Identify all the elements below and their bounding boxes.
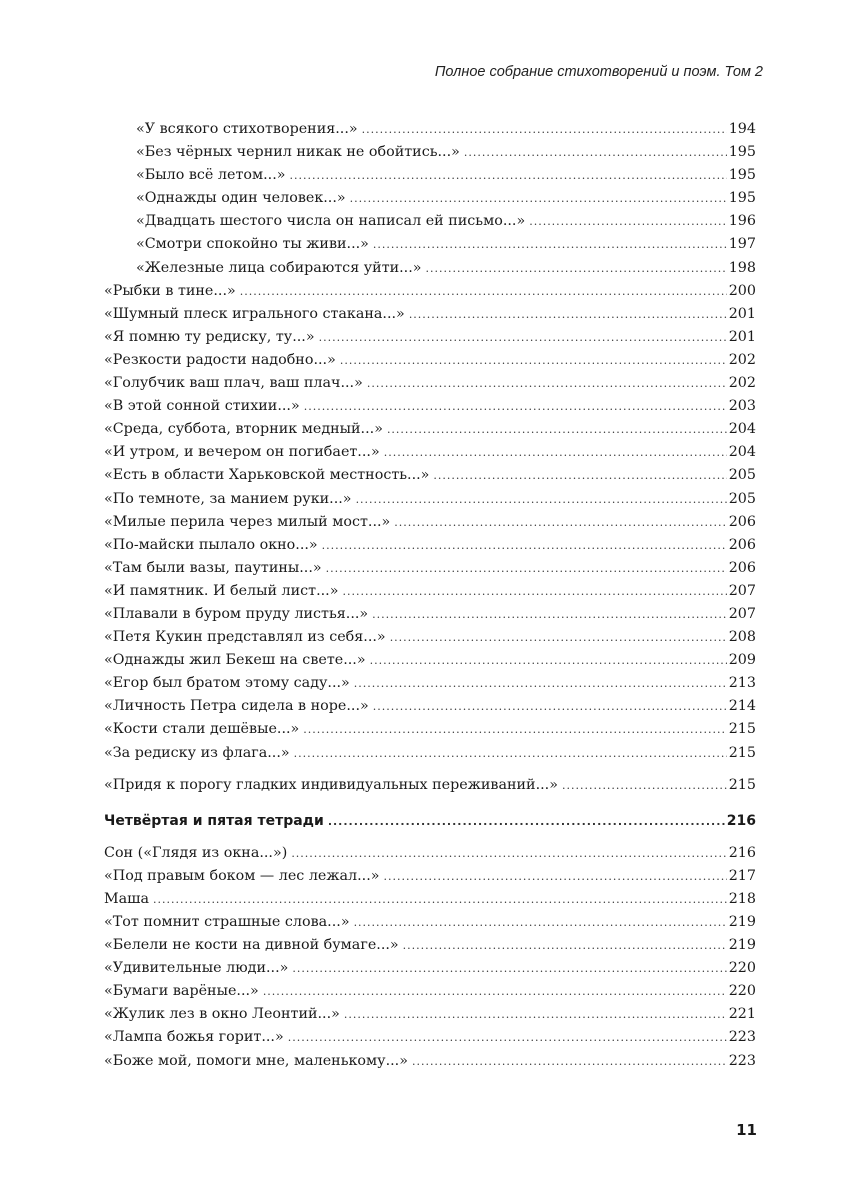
toc-entry-page: 195 [728, 144, 756, 161]
running-header: Полное собрание стихотворений и поэм. Том 2 [434, 64, 763, 80]
dot-leader [403, 934, 727, 957]
toc-entry [104, 1050, 756, 1073]
dot-leader [464, 141, 727, 164]
dot-leader [529, 210, 727, 233]
toc-entry [104, 911, 756, 934]
toc-entry-page: 194 [728, 121, 756, 137]
toc-entry [104, 557, 756, 580]
toc-entry-page: 217 [728, 867, 756, 884]
toc-entry-page: 201 [728, 328, 756, 345]
toc-entry [104, 233, 756, 256]
toc-entry [104, 934, 756, 957]
dot-leader [319, 326, 727, 349]
dot-leader [394, 511, 726, 534]
toc-entry-title: «Егор был братом этому саду...» [104, 675, 350, 692]
dot-leader [153, 888, 727, 911]
toc-entry-title: «По-майски пылало окно...» [104, 536, 318, 553]
toc-entry-title: «Шумный плеск игрального стакана...» [104, 305, 405, 322]
toc-entry-page: 206 [728, 513, 756, 530]
dot-leader [340, 349, 727, 372]
toc-entry [104, 1026, 756, 1049]
toc-entry-page: 195 [728, 167, 756, 184]
toc-entry-title: «Железные лица собираются уйти...» [136, 259, 422, 276]
dot-leader [294, 742, 727, 765]
toc-entry [104, 187, 756, 210]
dot-leader [426, 257, 727, 280]
section-title: Четвёртая и пятая тетради [104, 812, 324, 829]
toc-entry [104, 349, 756, 372]
toc-entry-title: «Я помню ту редиску, ту...» [104, 328, 315, 345]
toc-entry-title: «Бумаги варёные...» [104, 983, 259, 1000]
toc-entry [104, 395, 756, 418]
dot-leader [356, 488, 727, 511]
toc-entry-title: «Было всё летом...» [136, 167, 286, 184]
dot-leader [304, 395, 727, 418]
toc-entry-title: «Удивительные люди...» [104, 960, 289, 977]
dot-leader [384, 865, 727, 888]
toc-entry-page: 223 [728, 1029, 756, 1046]
toc-entry-page: 220 [728, 960, 756, 977]
dot-leader [373, 695, 727, 718]
toc-entry [104, 303, 756, 326]
dot-leader [409, 303, 727, 326]
dot-leader [288, 1026, 727, 1049]
toc-entry-title: «Плавали в буром пруду листья...» [104, 605, 369, 622]
toc-entry-page: 207 [728, 582, 756, 599]
dot-leader [342, 580, 726, 603]
toc-entry-page: 218 [728, 890, 756, 907]
toc-entry [104, 718, 756, 741]
toc-entry-page: 205 [728, 467, 756, 484]
dot-leader [350, 187, 727, 210]
toc-entry [104, 1003, 756, 1026]
dot-leader [354, 911, 727, 934]
toc-entry-title: Сон («Глядя из окна...») [104, 844, 288, 861]
dot-leader [328, 810, 725, 834]
dot-leader [367, 372, 727, 395]
dot-leader [290, 164, 727, 187]
dot-leader [387, 418, 727, 441]
toc-entry-page: 196 [728, 213, 756, 230]
toc-entry-page: 208 [728, 629, 756, 646]
toc-entry-title: «У всякого стихотворения...» [136, 121, 358, 137]
toc-entry [104, 865, 756, 888]
toc-entry-title: «Голубчик ваш плач, ваш плач...» [104, 375, 363, 392]
toc-entry [104, 118, 756, 141]
toc-entry [104, 164, 756, 187]
dot-leader [291, 842, 726, 865]
toc-entry-title: «И утром, и вечером он погибает...» [104, 444, 380, 461]
toc-entry-title: «Под правым боком — лес лежал...» [104, 867, 380, 884]
toc-entry-page: 209 [728, 652, 756, 669]
section-page: 216 [726, 812, 756, 829]
dot-leader [390, 626, 727, 649]
toc-entry [104, 888, 756, 911]
toc-entry-page: 202 [728, 375, 756, 392]
toc-entry-page: 216 [728, 844, 756, 861]
toc-entry-title: «Там были вазы, паутины...» [104, 559, 322, 576]
toc-entry-title: «И памятник. И белый лист...» [104, 582, 339, 599]
toc-entry [104, 280, 756, 303]
dot-leader [362, 118, 727, 141]
dot-leader [412, 1050, 727, 1073]
dot-leader [240, 280, 727, 303]
toc-entry-page: 197 [728, 236, 756, 253]
dot-leader [354, 672, 727, 695]
page-number: 11 [736, 1121, 757, 1139]
toc-entry-page: 215 [728, 721, 756, 738]
toc-entry [104, 141, 756, 164]
toc-entry [104, 957, 756, 980]
toc-entry-page: 203 [728, 398, 756, 415]
toc-section-heading [104, 809, 756, 833]
toc-entry [104, 774, 756, 797]
toc-entry-title: «Однажды один человек...» [136, 190, 346, 207]
dot-leader [370, 649, 727, 672]
toc-entry [104, 695, 756, 718]
dot-leader [384, 441, 727, 464]
dot-leader [263, 980, 727, 1003]
toc-entry-title: «Есть в области Харьковской местность...» [104, 467, 430, 484]
dot-leader [373, 233, 727, 256]
toc-entry-page: 198 [728, 259, 756, 276]
toc-entry-title: «Без чёрных чернил никак не обойтись...» [136, 144, 460, 161]
toc-entry-title: «Жулик лез в окно Леонтий...» [104, 1006, 340, 1023]
toc-entry [104, 464, 756, 487]
toc-entry [104, 580, 756, 603]
toc-entry [104, 210, 756, 233]
toc-entry [104, 441, 756, 464]
toc-entry [104, 257, 756, 280]
dot-leader [433, 464, 726, 487]
toc-entry-page: 200 [728, 282, 756, 299]
toc-entry [104, 742, 756, 765]
toc-entry-title: «За редиску из флага...» [104, 744, 290, 761]
toc-entry-title: «Боже мой, помоги мне, маленькому...» [104, 1052, 408, 1069]
toc-entry-page: 206 [728, 559, 756, 576]
toc-entry [104, 603, 756, 626]
toc-entry-title: «Рыбки в тине...» [104, 282, 236, 299]
toc-entry-title: «Среда, суббота, вторник медный...» [104, 421, 383, 438]
toc-entry-page: 206 [728, 536, 756, 553]
toc-entry [104, 842, 756, 865]
toc-entry [104, 534, 756, 557]
dot-leader [562, 774, 727, 797]
toc-entry-page: 215 [728, 744, 756, 761]
toc-entry-title: «Кости стали дешёвые...» [104, 721, 300, 738]
toc-entry [104, 649, 756, 672]
dot-leader [303, 718, 726, 741]
toc-entry-title: «Тот помнит страшные слова...» [104, 914, 350, 930]
toc-entry-page: 201 [728, 305, 756, 322]
toc-entry [104, 326, 756, 349]
toc-entry-page: 214 [728, 698, 756, 715]
toc-entry [104, 626, 756, 649]
toc-entry-title: «Личность Петра сидела в норе...» [104, 698, 369, 715]
dot-leader [322, 534, 727, 557]
toc-entry [104, 372, 756, 395]
toc-entry [104, 511, 756, 534]
toc-entry-page: 213 [728, 675, 756, 692]
toc-entry-title: Маша [104, 890, 149, 907]
toc-entry-page: 223 [728, 1052, 756, 1069]
toc-entry-page: 220 [728, 983, 756, 1000]
toc-entry-title: «Двадцать шестого числа он написал ей письмо...» [136, 213, 526, 230]
toc-entry-page: 204 [728, 444, 756, 461]
toc-entry-page: 204 [728, 421, 756, 438]
toc-entry-title: «В этой сонной стихии...» [104, 398, 300, 415]
dot-leader [372, 603, 727, 626]
table-of-contents [104, 118, 756, 1073]
toc-entry-title: «Милые перила через милый мост...» [104, 513, 391, 530]
dot-leader [344, 1003, 727, 1026]
toc-entry-title: «Однажды жил Бекеш на свете...» [104, 652, 366, 669]
toc-entry [104, 980, 756, 1003]
toc-entry-title: «Придя к порогу гладких индивидуальных переживаний...» [104, 776, 558, 793]
toc-entry-title: «Белели не кости на дивной бумаге...» [104, 937, 399, 954]
toc-entry-page: 219 [728, 937, 756, 954]
toc-entry [104, 418, 756, 441]
dot-leader [292, 957, 726, 980]
toc-entry-page: 215 [728, 776, 756, 793]
toc-entry [104, 488, 756, 511]
toc-entry-page: 221 [728, 1006, 756, 1023]
toc-entry-page: 195 [728, 190, 756, 207]
toc-entry [104, 672, 756, 695]
toc-entry-page: 207 [728, 605, 756, 622]
toc-entry-title: «Смотри спокойно ты живи...» [136, 236, 369, 253]
toc-entry-title: «Лампа божья горит...» [104, 1029, 284, 1046]
toc-entry-page: 219 [728, 914, 756, 930]
dot-leader [326, 557, 727, 580]
toc-entry-title: «Петя Кукин представлял из себя...» [104, 629, 386, 646]
toc-entry-title: «По темноте, за манием руки...» [104, 490, 352, 507]
toc-entry-page: 202 [728, 351, 756, 368]
toc-entry-title: «Резкости радости надобно...» [104, 351, 336, 368]
toc-entry-page: 205 [728, 490, 756, 507]
